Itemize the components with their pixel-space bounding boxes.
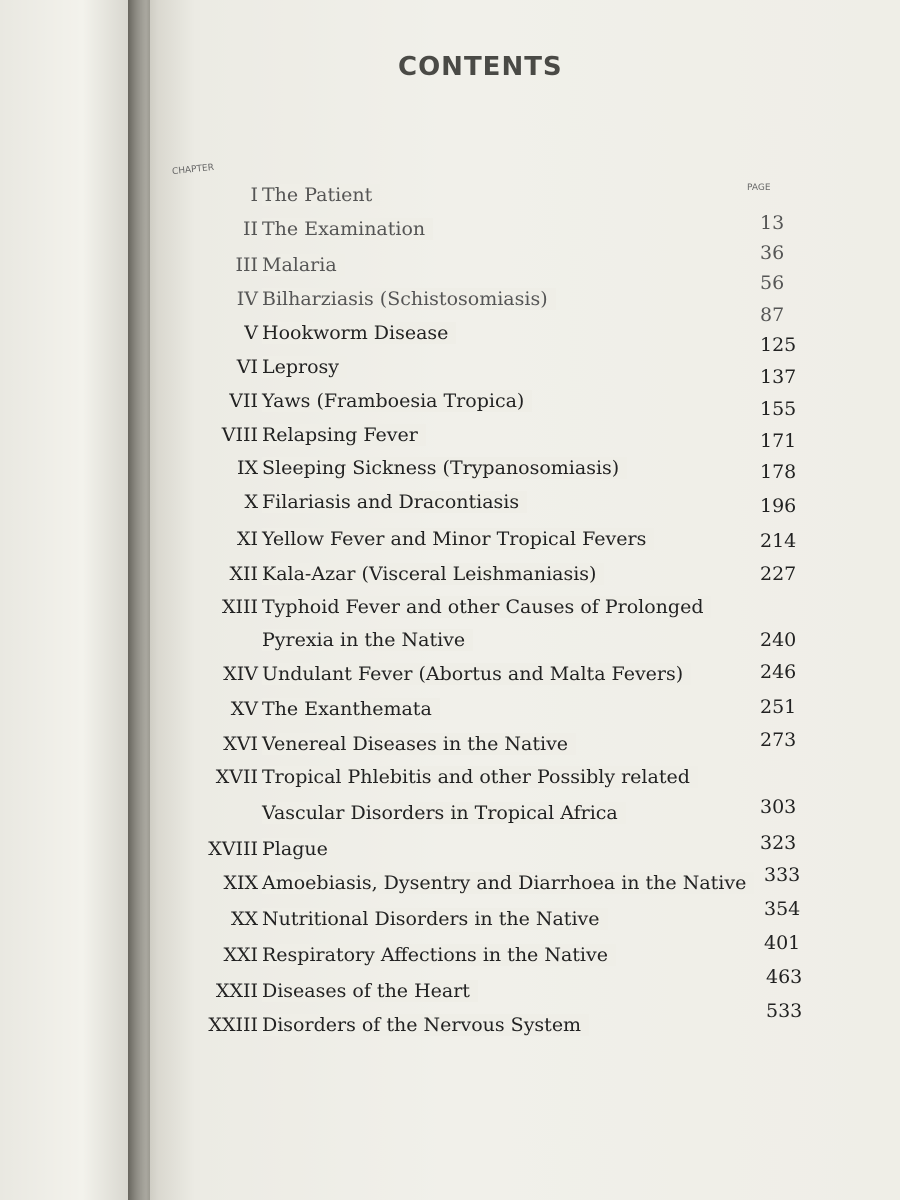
chapter-title-line [262, 254, 722, 276]
toc-entry [0, 457, 900, 487]
chapter-title: Tropical Phlebitis and other Possibly related [262, 766, 698, 788]
chapter-number: VIII [221, 424, 258, 446]
chapter-title-line [262, 528, 732, 550]
chapter-title-line [262, 908, 742, 930]
chapter-title: Relapsing Fever [262, 424, 426, 446]
chapter-page: 463 [766, 966, 803, 988]
chapter-title-line [262, 733, 732, 755]
chapter-title-line [262, 802, 732, 824]
chapter-title: Leprosy [262, 356, 347, 378]
chapter-title: The Examination [262, 218, 433, 240]
toc-entry [0, 698, 900, 728]
chapter-number: VII [229, 390, 258, 412]
chapter-title: Disorders of the Nervous System [262, 1014, 589, 1036]
chapter-title-line [262, 872, 762, 894]
chapter-page: 251 [760, 696, 797, 718]
chapter-title: The Exanthemata [262, 698, 440, 720]
chapter-page: 178 [760, 461, 797, 483]
chapter-title-line [262, 663, 732, 685]
chapter-title: Sleeping Sickness (Trypanosomiasis) [262, 457, 627, 479]
toc-entry [0, 596, 900, 626]
chapter-page: 125 [760, 334, 797, 356]
chapter-title: Kala-Azar (Visceral Leishmaniasis) [262, 563, 604, 585]
chapter-title-line [262, 184, 722, 206]
chapter-title: Yaws (Framboesia Tropica) [262, 390, 532, 412]
chapter-number: XVII [215, 766, 258, 788]
chapter-number: XVIII [208, 838, 258, 860]
page-column-header: PAGE [747, 183, 771, 193]
toc-entry-continuation [0, 629, 900, 659]
chapter-page: 137 [760, 366, 797, 388]
chapter-title-continued: Pyrexia in the Native [262, 629, 473, 651]
chapter-number: XXIII [208, 1014, 258, 1036]
toc-entry [0, 528, 900, 558]
chapter-number: XXII [215, 980, 258, 1002]
chapter-title-line [262, 629, 732, 651]
chapter-number: V [244, 322, 258, 344]
chapter-page: 333 [764, 864, 801, 886]
chapter-page: 227 [760, 563, 797, 585]
chapter-title-line [262, 766, 772, 788]
chapter-title: Diseases of the Heart [262, 980, 478, 1002]
chapter-page: 13 [760, 212, 785, 234]
toc-entry [0, 322, 900, 356]
toc-entry [0, 254, 900, 294]
chapter-page: 171 [760, 430, 797, 452]
toc-entry [0, 729, 900, 763]
chapter-title-line [262, 457, 732, 479]
toc-entry [0, 424, 900, 454]
page-title: CONTENTS [398, 52, 563, 82]
chapter-title: Malaria [262, 254, 345, 276]
chapter-page: 214 [760, 530, 797, 552]
chapter-title-line [262, 1014, 742, 1036]
chapter-page: 155 [760, 398, 797, 420]
chapter-title-line [262, 288, 722, 310]
chapter-title-continued: Vascular Disorders in Tropical Africa [262, 802, 626, 824]
chapter-page: 354 [764, 898, 801, 920]
chapter-page: 401 [764, 932, 801, 954]
chapter-number: XV [230, 698, 258, 720]
toc-entry [0, 288, 900, 326]
chapter-page: 323 [760, 832, 797, 854]
toc-entry [0, 356, 900, 386]
chapter-number: XX [230, 908, 258, 930]
chapter-number: X [244, 491, 258, 513]
chapter-title-line [262, 356, 732, 378]
chapter-number: I [250, 184, 258, 206]
chapter-title-line [262, 563, 732, 585]
chapter-page: 240 [760, 629, 797, 651]
chapter-title: Hookworm Disease [262, 322, 456, 344]
chapter-title: Typhoid Fever and other Causes of Prolonged [262, 596, 711, 618]
chapter-number: XIII [221, 596, 258, 618]
chapter-title: Yellow Fever and Minor Tropical Fevers [262, 528, 654, 550]
chapter-page: 56 [760, 272, 785, 294]
toc-entry [0, 966, 900, 1010]
chapter-title: Bilharziasis (Schistosomiasis) [262, 288, 556, 310]
chapter-number: IV [236, 288, 258, 310]
chapter-title-line [262, 596, 772, 618]
chapter-page: 36 [760, 242, 785, 264]
chapter-number: VI [236, 356, 258, 378]
chapter-title-line [262, 980, 742, 1002]
toc-entry [0, 390, 900, 420]
chapter-title-line [262, 838, 732, 860]
chapter-page: 246 [760, 661, 797, 683]
toc-entry-continuation [0, 796, 900, 832]
chapter-page: 196 [760, 495, 797, 517]
chapter-title: The Patient [262, 184, 380, 206]
chapter-number: XXI [223, 944, 258, 966]
chapter-title-line [262, 944, 742, 966]
chapter-number: IX [236, 457, 258, 479]
chapter-title-line [262, 218, 722, 240]
chapter-number: XIV [223, 663, 258, 685]
chapter-number: XVI [223, 733, 258, 755]
toc-entry [0, 491, 900, 521]
toc-entry [0, 766, 900, 796]
chapter-page: 87 [760, 304, 785, 326]
chapter-title-line [262, 491, 732, 513]
toc-entry [0, 218, 900, 264]
chapter-number: XII [229, 563, 258, 585]
chapter-number: XI [236, 528, 258, 550]
chapter-title: Amoebiasis, Dysentry and Diarrhoea in the Native [262, 872, 754, 894]
chapter-page: 303 [760, 796, 797, 818]
chapter-number: III [235, 254, 258, 276]
chapter-title: Undulant Fever (Abortus and Malta Fevers) [262, 663, 691, 685]
chapter-page: 533 [766, 1000, 803, 1022]
chapter-title: Plague [262, 838, 336, 860]
chapter-title-line [262, 424, 732, 446]
chapter-column-header: CHAPTER [171, 162, 215, 178]
chapter-number: II [242, 218, 258, 240]
chapter-title: Respiratory Affections in the Native [262, 944, 616, 966]
chapter-title-line [262, 390, 732, 412]
chapter-title-line [262, 322, 732, 344]
toc-entry [0, 1000, 900, 1044]
chapter-title: Venereal Diseases in the Native [262, 733, 576, 755]
chapter-title-line [262, 698, 732, 720]
chapter-title: Filariasis and Dracontiasis [262, 491, 527, 513]
toc-entry [0, 563, 900, 593]
chapter-page: 273 [760, 729, 797, 751]
chapter-title: Nutritional Disorders in the Native [262, 908, 608, 930]
chapter-number: XIX [223, 872, 258, 894]
toc-entry [0, 932, 900, 974]
toc-entry [0, 663, 900, 693]
